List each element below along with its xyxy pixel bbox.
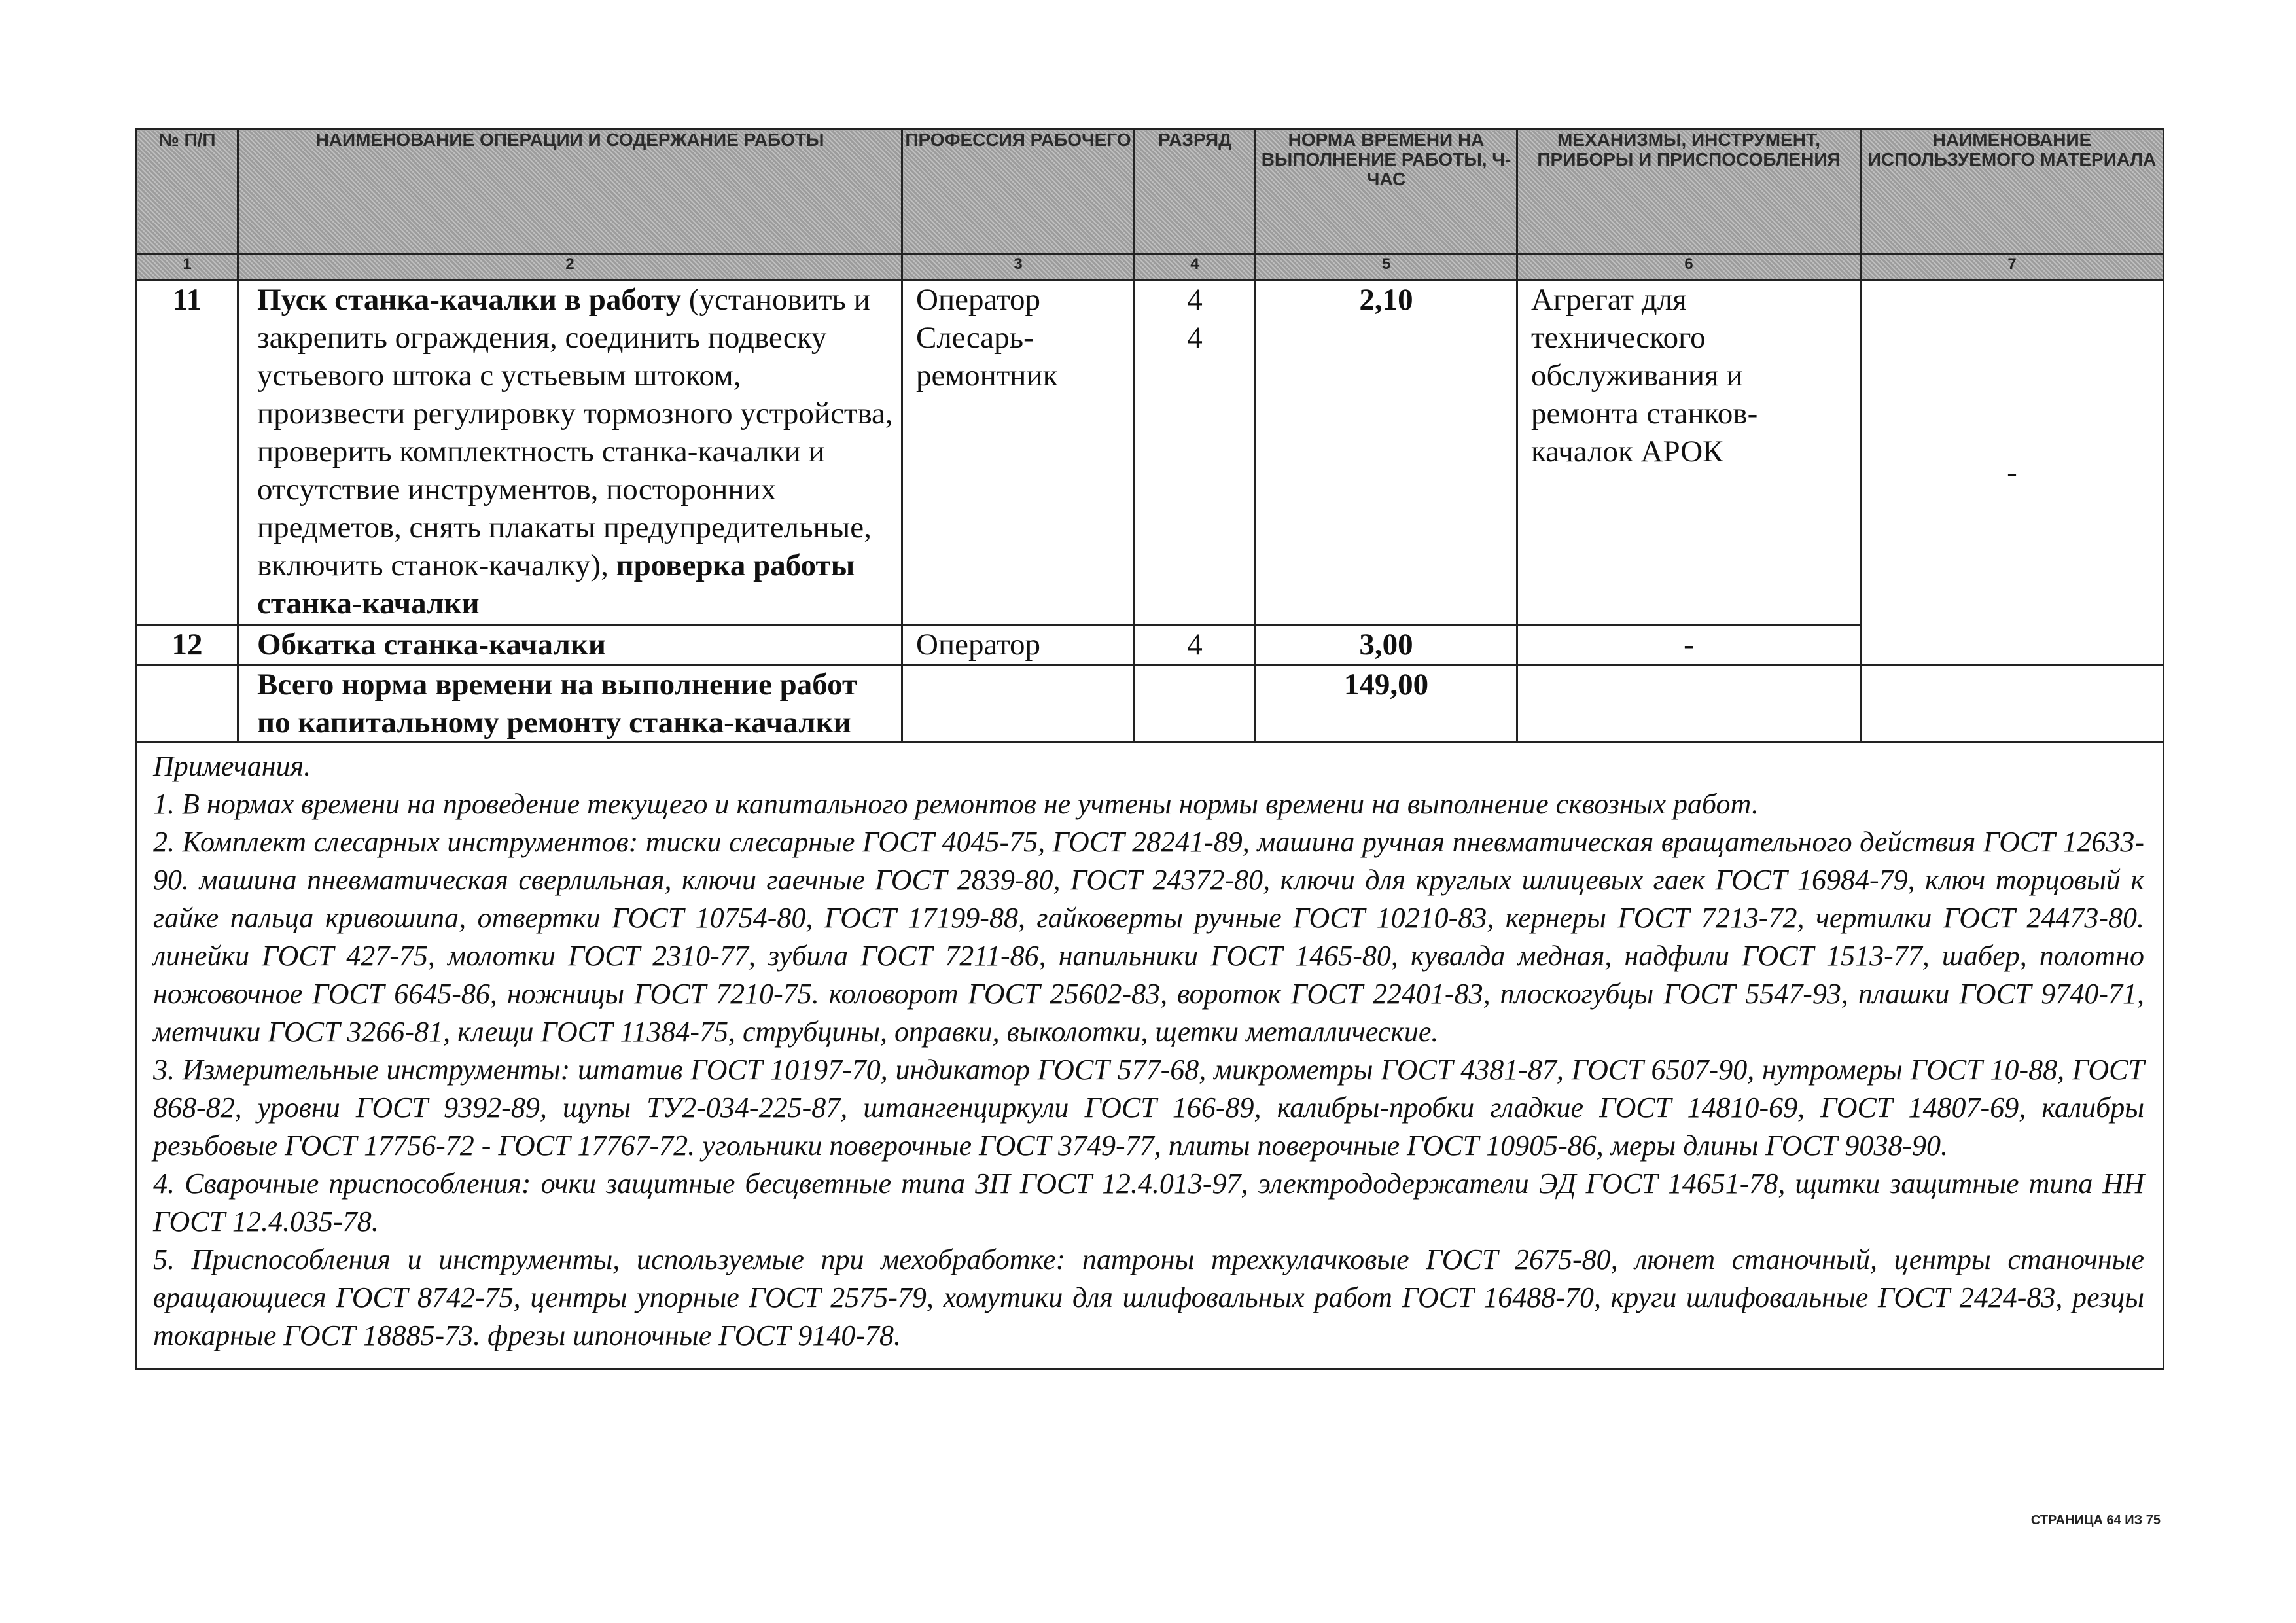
empty-cell	[1135, 665, 1256, 743]
header-number: № П/П	[137, 130, 238, 255]
empty-cell	[1517, 665, 1861, 743]
rank: 4	[1187, 321, 1203, 355]
column-number: 2	[238, 255, 902, 280]
header-time-norm: НОРМА ВРЕМЕНИ НА ВЫПОЛНЕНИЕ РАБОТЫ, Ч-ЧАС	[1256, 130, 1517, 255]
total-label: Всего норма времени на выполнение работ по капитальному ремонту станка-качалки	[238, 665, 902, 743]
column-number: 6	[1517, 255, 1861, 280]
note-item: 5. Приспособления и инструменты, используемые при мехобработке: патроны трехкулачковые ГОСТ 2675-80, люнет станочный, центры станочные вращающиеся ГОСТ 8742-75, центры упорные ГОСТ 2575-79, хомутики для шлифовальных работ ГОСТ 16488-70, круги шлифовальные ГОСТ 2424-83, резцы токарные ГОСТ 18885-73. фрезы шпоночные ГОСТ 9140-78.	[153, 1243, 2144, 1351]
rank: 4	[1135, 625, 1256, 665]
column-number: 4	[1135, 255, 1256, 280]
table-header-row	[137, 130, 2164, 255]
note-item: 3. Измерительные инструменты: штатив ГОСТ 10197-70, индикатор ГОСТ 577-68, микрометры ГОСТ 4381-87, ГОСТ 6507-90, нутромеры ГОСТ 10-88, ГОСТ 868-82, уровни ГОСТ 9392-89, щупы ТУ2-034-225-87, штангенциркули ГОСТ 166-89, калибры-пробки гладкие ГОСТ 14810-69, ГОСТ 14807-69, калибры резьбовые ГОСТ 17756-72 - ГОСТ 17767-72. угольники поверочные ГОСТ 3749-77, плиты поверочные ГОСТ 10905-86, меры длины ГОСТ 9038-90.	[153, 1054, 2144, 1162]
operation-check: проверка работы станка-качалки	[257, 548, 855, 620]
empty-cell	[137, 665, 238, 743]
column-number: 1	[137, 255, 238, 280]
profession: Оператор	[916, 283, 1041, 317]
profession: Оператор	[902, 625, 1135, 665]
operation-details: (установить и закрепить ограждения, соединить подвеску устьевого штока с устьевым штоком, произвести регулировку тормозного устройства, проверить комплектность станка-качалки и отсутствие инструментов, посторонних предметов, снять плакаты предупредительные, включить станок-качалку),	[257, 283, 893, 582]
column-number-row	[137, 255, 2164, 280]
table-row	[137, 280, 2164, 625]
rank-cell	[1135, 280, 1256, 625]
total-row	[137, 665, 2164, 743]
row-number: 11	[137, 280, 238, 625]
tools-cell: -	[1517, 625, 1861, 665]
header-material: НАИМЕНОВАНИЕ ИСПОЛЬЗУЕМОГО МАТЕРИАЛА	[1861, 130, 2164, 255]
operation-description	[238, 280, 902, 625]
notes	[137, 743, 2164, 1369]
empty-cell	[902, 665, 1135, 743]
row-number: 12	[137, 625, 238, 665]
notes-title: Примечания.	[153, 750, 311, 782]
notes-row	[137, 743, 2164, 1369]
column-number: 7	[1861, 255, 2164, 280]
header-rank: РАЗРЯД	[1135, 130, 1256, 255]
time-norm: 3,00	[1256, 625, 1517, 665]
operation-title: Пуск станка-качалки в работу	[257, 283, 682, 317]
column-number: 5	[1256, 255, 1517, 280]
profession: Слесарь-ремонтник	[916, 321, 1058, 393]
profession-cell	[902, 280, 1135, 625]
note-item: 4. Сварочные приспособления: очки защитные бесцветные типа ЗП ГОСТ 12.4.013-97, электрододержатели ЭД ГОСТ 14651-78, щитки защитные типа НН ГОСТ 12.4.035-78.	[153, 1168, 2144, 1238]
header-operation: НАИМЕНОВАНИЕ ОПЕРАЦИИ И СОДЕРЖАНИЕ РАБОТЫ	[238, 130, 902, 255]
rank: 4	[1187, 283, 1203, 317]
norms-table	[135, 128, 2164, 1370]
operation-title: Обкатка станка-качалки	[238, 625, 902, 665]
header-profession: ПРОФЕССИЯ РАБОЧЕГО	[902, 130, 1135, 255]
material-cell: -	[1861, 280, 2164, 665]
page-number: СТРАНИЦА 64 ИЗ 75	[2030, 1513, 2161, 1527]
total-value: 149,00	[1256, 665, 1517, 743]
time-norm: 2,10	[1256, 280, 1517, 625]
note-item: 1. В нормах времени на проведение текущего и капитального ремонтов не учтены нормы времени на выполнение сквозных работ.	[153, 788, 1759, 820]
note-item: 2. Комплект слесарных инструментов: тиски слесарные ГОСТ 4045-75, ГОСТ 28241-89, машина ручная пневматическая вращательного действия ГОСТ 12633-90. машина пневматическая сверлильная, ключи гаечные ГОСТ 2839-80, ГОСТ 24372-80, ключи для круглых шлицевых гаек ГОСТ 16984-79, ключ торцовый к гайке пальца кривошипа, отвертки ГОСТ 10754-80, ГОСТ 17199-88, гайковерты ручные ГОСТ 10210-83, кернеры ГОСТ 7213-72, чертилки ГОСТ 24473-80. линейки ГОСТ 427-75, молотки ГОСТ 2310-77, зубила ГОСТ 7211-86, напильники ГОСТ 1465-80, кувалда медная, надфили ГОСТ 1513-77, шабер, полотно ножовочное ГОСТ 6645-86, ножницы ГОСТ 7210-75. коловорот ГОСТ 25602-83, вороток ГОСТ 22401-83, плоскогубцы ГОСТ 5547-93, плашки ГОСТ 9740-71, метчики ГОСТ 3266-81, клещи ГОСТ 11384-75, струбцины, оправки, выколотки, щетки металлические.	[153, 826, 2144, 1048]
tools-cell: Агрегат для технического обслуживания и ремонта станков-качалок АРОК	[1517, 280, 1861, 625]
column-number: 3	[902, 255, 1135, 280]
empty-cell	[1861, 665, 2164, 743]
header-tools: МЕХАНИЗМЫ, ИНСТРУМЕНТ, ПРИБОРЫ И ПРИСПОСОБЛЕНИЯ	[1517, 130, 1861, 255]
table-row	[137, 625, 2164, 665]
